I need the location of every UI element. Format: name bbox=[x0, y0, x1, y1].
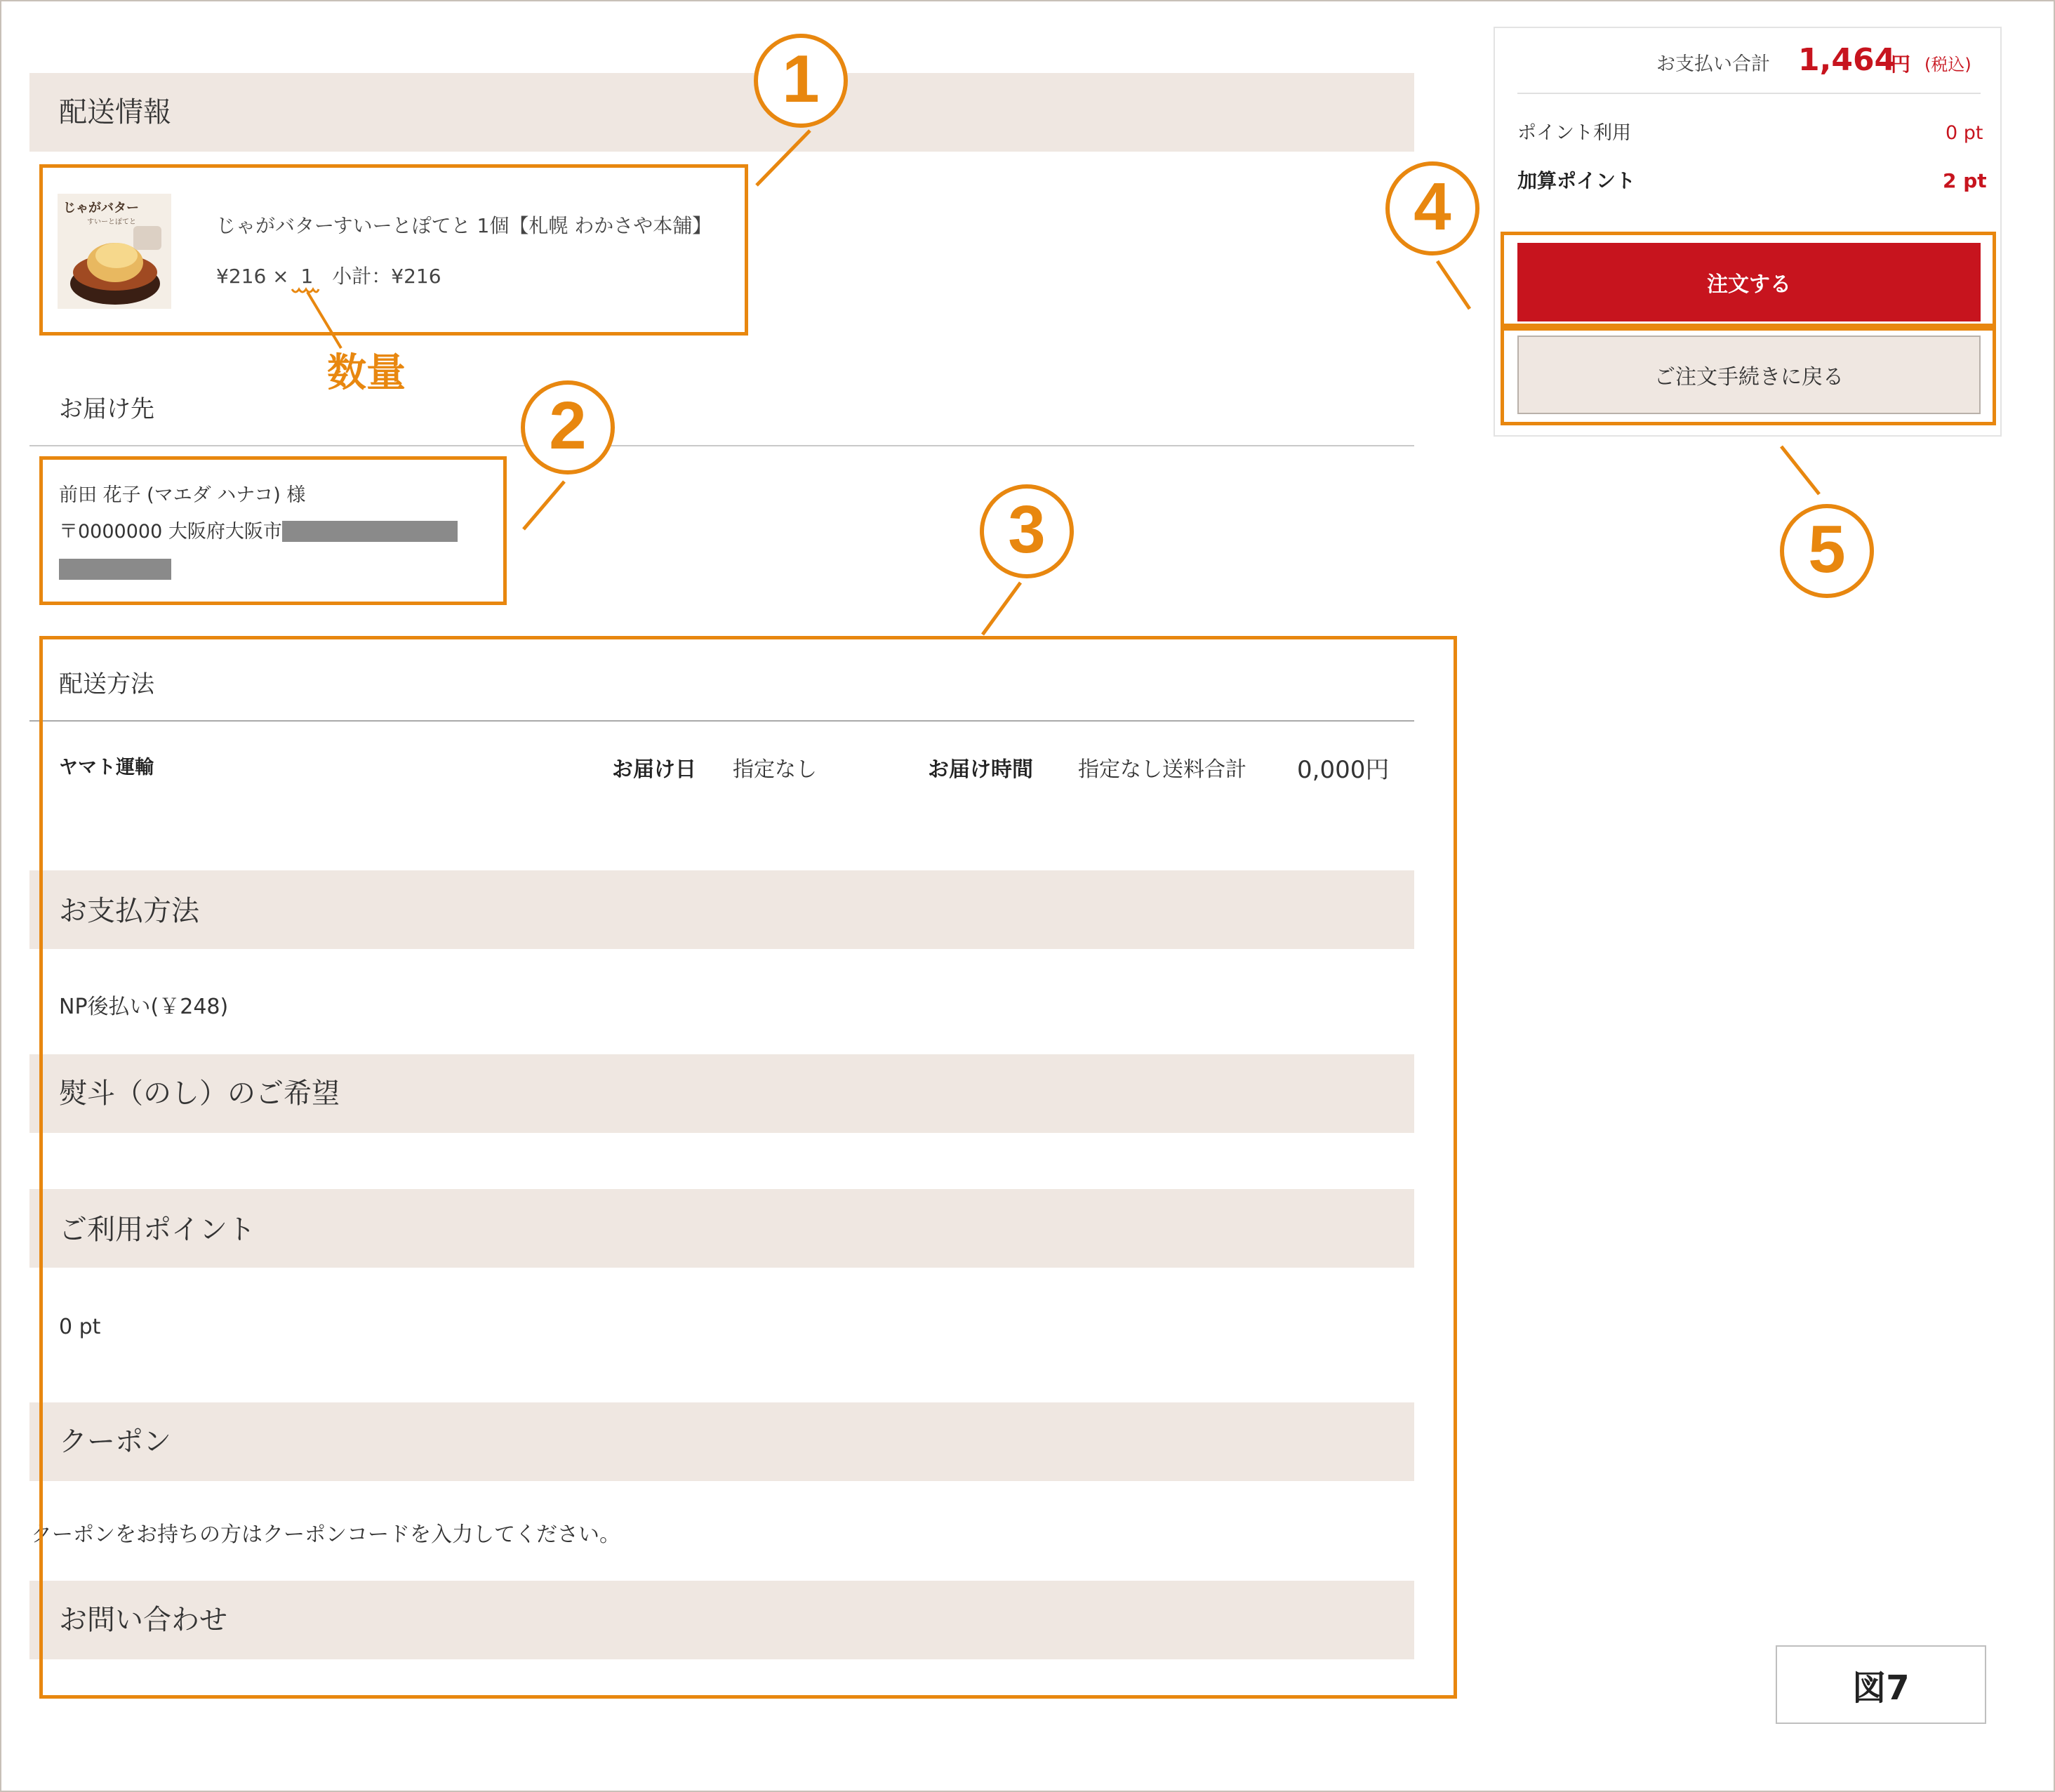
annotation-circle-5: 5 bbox=[1780, 504, 1874, 598]
delivery-method-title: 配送方法 bbox=[59, 670, 154, 698]
delivery-date-label: お届け日 bbox=[612, 757, 696, 782]
product-unit-price: ¥216 × bbox=[216, 265, 289, 288]
annotation-circle-2: 2 bbox=[521, 380, 615, 474]
noshi-title: 熨斗（のし）のご希望 bbox=[59, 1077, 340, 1110]
annotation-circle-4: 4 bbox=[1385, 161, 1479, 255]
delivery-date-value: 指定なし bbox=[733, 757, 817, 782]
product-name: じゃがバターすいーとぽてと 1個【札幌 わかさや本舗】 bbox=[216, 214, 712, 237]
back-to-checkout-button[interactable]: ご注文手続きに戻る bbox=[1517, 336, 1981, 414]
product-thumbnail-subtitle: すいーとぽてと bbox=[87, 218, 136, 226]
product-subtotal: 小計：¥216 bbox=[332, 265, 441, 288]
annotation-pointer-3 bbox=[977, 578, 1026, 637]
shipping-fee: 0,000円 bbox=[1297, 756, 1390, 784]
place-order-button[interactable]: 注文する bbox=[1517, 243, 1981, 321]
annotation-box-5 bbox=[1501, 327, 1996, 425]
annotation-box-1 bbox=[39, 164, 748, 336]
total-label: お支払い合計 bbox=[1656, 53, 1770, 75]
delivery-time-value: 指定なし送料合計 bbox=[1078, 757, 1246, 782]
annotation-pointer-1 bbox=[751, 126, 814, 190]
delivery-time-label: お届け時間 bbox=[928, 757, 1033, 782]
points-title: ご利用ポイント bbox=[59, 1214, 255, 1246]
points-value: 0 pt bbox=[59, 1315, 101, 1339]
quantity-label: 数量 bbox=[327, 350, 406, 396]
figure-label: 図7 bbox=[1776, 1645, 1986, 1724]
annotation-box-2 bbox=[39, 456, 507, 605]
shipping-info-title: 配送情報 bbox=[59, 96, 171, 128]
annotation-pointer-5 bbox=[1776, 442, 1825, 498]
recipient-name: 前田 花子 (マエダ ハナコ) 様 bbox=[59, 484, 306, 506]
total-value: 1,464 bbox=[1798, 42, 1896, 78]
recipient-address: 〒0000000 大阪府大阪市 bbox=[59, 521, 282, 543]
product-quantity: 1 bbox=[300, 265, 314, 288]
point-add-label: 加算ポイント bbox=[1517, 169, 1636, 192]
total-unit: 円 bbox=[1891, 53, 1911, 76]
point-add-value: 2 pt bbox=[1943, 169, 1987, 192]
annotation-circle-1: 1 bbox=[754, 34, 848, 128]
coupon-note: クーポンをお持ちの方はクーポンコードを入力してください。 bbox=[31, 1522, 620, 1547]
annotation-circle-3: 3 bbox=[980, 484, 1074, 578]
payment-method-value: NP後払い(￥248) bbox=[59, 995, 229, 1019]
tax-note: (税込) bbox=[1924, 55, 1971, 74]
carrier-name: ヤマト運輸 bbox=[59, 757, 154, 778]
delivery-address-title: お届け先 bbox=[59, 395, 154, 423]
delivery-address-divider bbox=[29, 445, 1414, 446]
annotation-pointer-2 bbox=[519, 477, 568, 533]
point-use-label: ポイント利用 bbox=[1517, 122, 1631, 144]
shipping-info-header bbox=[29, 73, 1414, 152]
annotation-box-3 bbox=[39, 636, 1457, 1699]
annotation-pointer-4 bbox=[1432, 257, 1474, 313]
coupon-title: クーポン bbox=[59, 1426, 171, 1458]
product-thumbnail-title: じゃがバター bbox=[63, 201, 139, 215]
point-use-value: 0 pt bbox=[1946, 122, 1983, 144]
payment-method-title: お支払方法 bbox=[59, 895, 199, 927]
summary-divider bbox=[1517, 93, 1981, 94]
annotation-box-4 bbox=[1501, 232, 1996, 327]
inquiry-title: お問い合わせ bbox=[59, 1604, 227, 1636]
